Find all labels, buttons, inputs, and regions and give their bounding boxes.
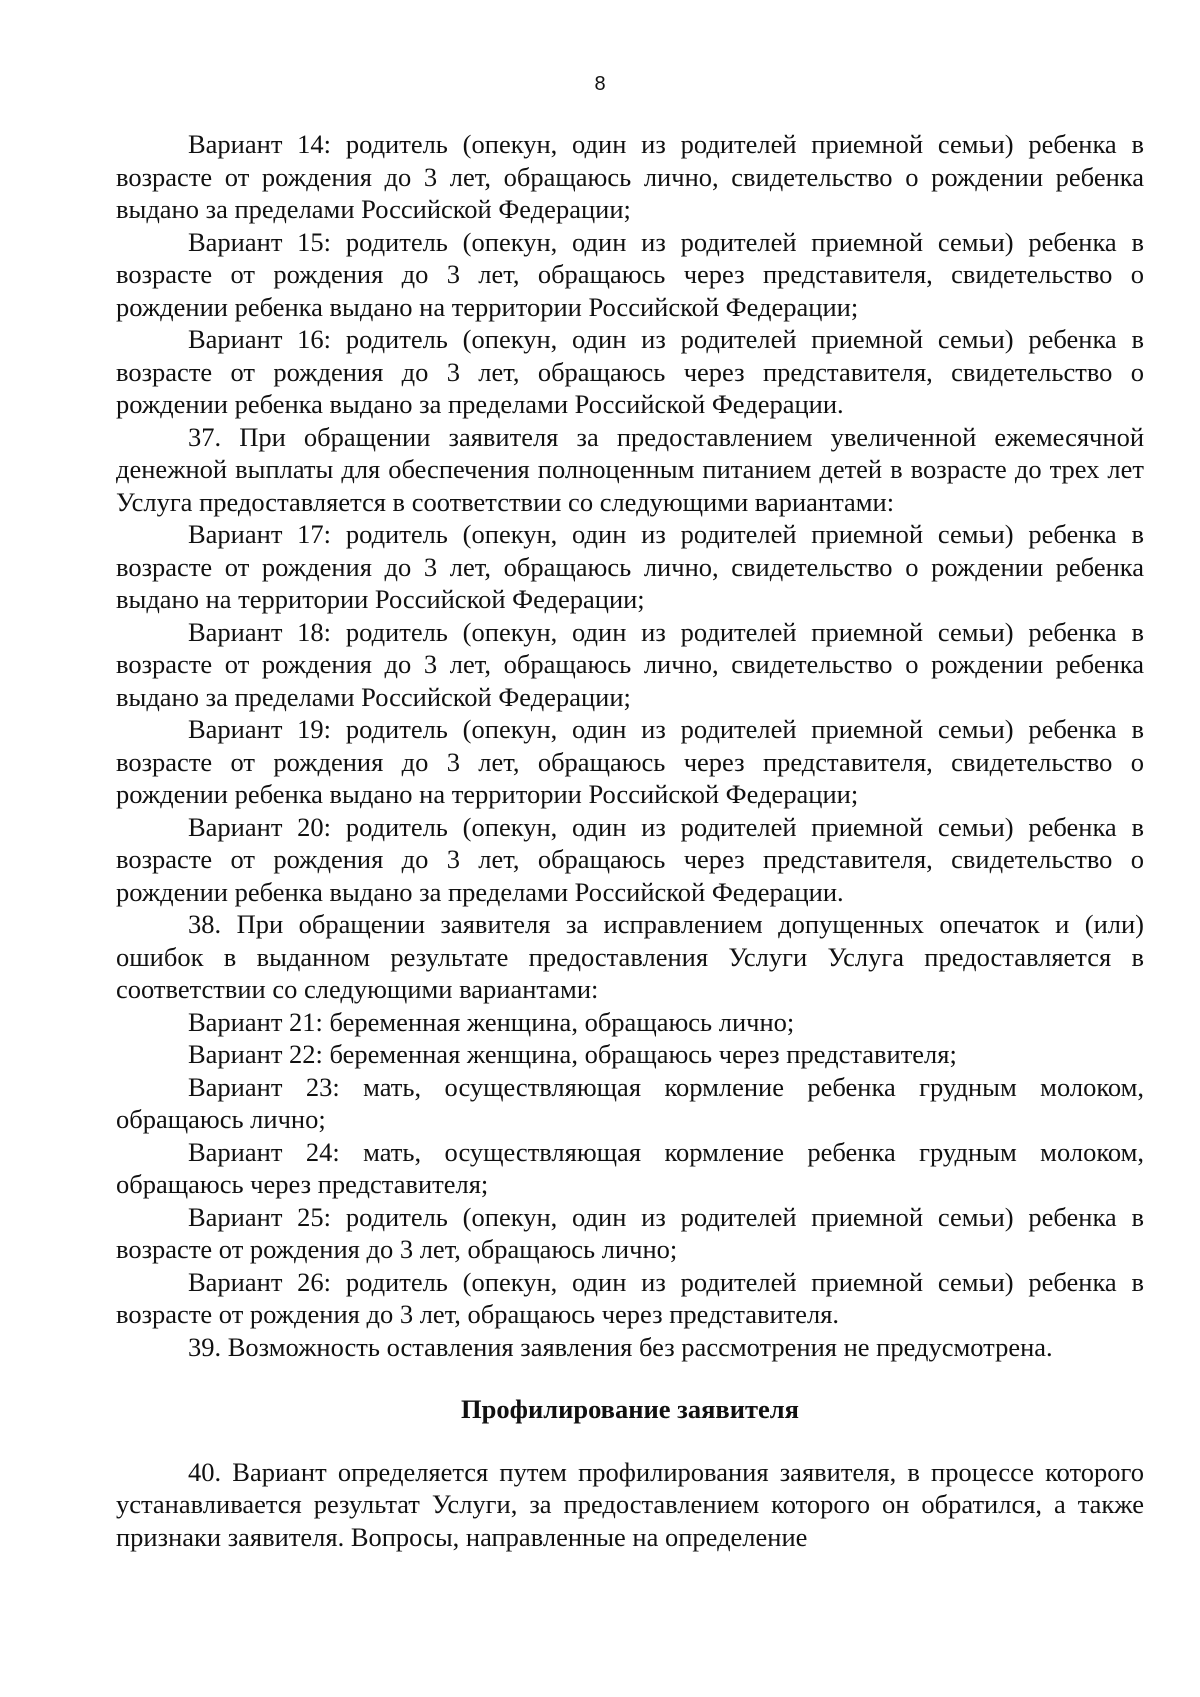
paragraph-variant-16: Вариант 16: родитель (опекун, один из родителей приемной семьи) ребенка в возрасте от рождения до 3 лет, обращаюсь через представителя, свидетельство о рождении ребенка выдано за пределами Российской Федерации. (116, 324, 1144, 419)
document-body (116, 128, 1144, 1553)
paragraph-variant-26: Вариант 26: родитель (опекун, один из родителей приемной семьи) ребенка в возрасте от рождения до 3 лет, обращаюсь через представителя. (116, 1266, 1144, 1329)
paragraph-variant-23: Вариант 23: мать, осуществляющая кормление ребенка грудным молоком, обращаюсь лично; (116, 1071, 1144, 1134)
paragraph-clause-38: 38. При обращении заявителя за исправлением допущенных опечаток и (или) ошибок в выданном результате предоставления Услуги Услуга предоставляется в соответствии со следующими вариантами: (116, 909, 1144, 1004)
paragraph-variant-17: Вариант 17: родитель (опекун, один из родителей приемной семьи) ребенка в возрасте от рождения до 3 лет, обращаюсь лично, свидетельство о рождении ребенка выдано на территории Российской Федерации; (116, 519, 1144, 614)
section-heading: Профилирование заявителя (461, 1394, 799, 1424)
paragraph-clause-40: 40. Вариант определяется путем профилирования заявителя, в процессе которого устанавливается результат Услуги, за предоставлением которого он обратился, а также признаки заявителя. Вопросы, направленные на определение (116, 1456, 1144, 1552)
paragraph-variant-19: Вариант 19: родитель (опекун, один из родителей приемной семьи) ребенка в возрасте от рождения до 3 лет, обращаюсь через представителя, свидетельство о рождении ребенка выдано на территории Российской Федерации; (116, 714, 1144, 809)
page-number: 8 (594, 73, 606, 95)
paragraph-clause-37: 37. При обращении заявителя за предоставлением увеличенной ежемесячной денежной выплаты для обеспечения полноценным питанием детей в возрасте до трех лет Услуга предоставляется в соответствии со следующими вариантами: (116, 421, 1144, 517)
paragraph-variant-18: Вариант 18: родитель (опекун, один из родителей приемной семьи) ребенка в возрасте от рождения до 3 лет, обращаюсь лично, свидетельство о рождении ребенка выдано за пределами Российской Федерации; (116, 616, 1144, 712)
paragraph-variant-22: Вариант 22: беременная женщина, обращаюсь через представителя; (188, 1039, 957, 1069)
paragraph-variant-21: Вариант 21: беременная женщина, обращаюсь лично; (188, 1006, 795, 1037)
paragraph-variant-24: Вариант 24: мать, осуществляющая кормление ребенка грудным молоком, обращаюсь через представителя; (116, 1136, 1144, 1199)
paragraph-variant-15: Вариант 15: родитель (опекун, один из родителей приемной семьи) ребенка в возрасте от рождения до 3 лет, обращаюсь через представителя, свидетельство о рождении ребенка выдано на территории Российской Федерации; (116, 226, 1144, 322)
paragraph-variant-14: Вариант 14: родитель (опекун, один из родителей приемной семьи) ребенка в возрасте от рождения до 3 лет, обращаюсь лично, свидетельство о рождении ребенка выдано за пределами Российской Федерации; (116, 129, 1144, 224)
paragraph-clause-39: 39. Возможность оставления заявления без рассмотрения не предусмотрена. (188, 1331, 1053, 1362)
paragraph-variant-20: Вариант 20: родитель (опекун, один из родителей приемной семьи) ребенка в возрасте от рождения до 3 лет, обращаюсь через представителя, свидетельство о рождении ребенка выдано за пределами Российской Федерации. (116, 811, 1144, 907)
paragraph-variant-25: Вариант 25: родитель (опекун, один из родителей приемной семьи) ребенка в возрасте от рождения до 3 лет, обращаюсь лично; (116, 1201, 1144, 1264)
